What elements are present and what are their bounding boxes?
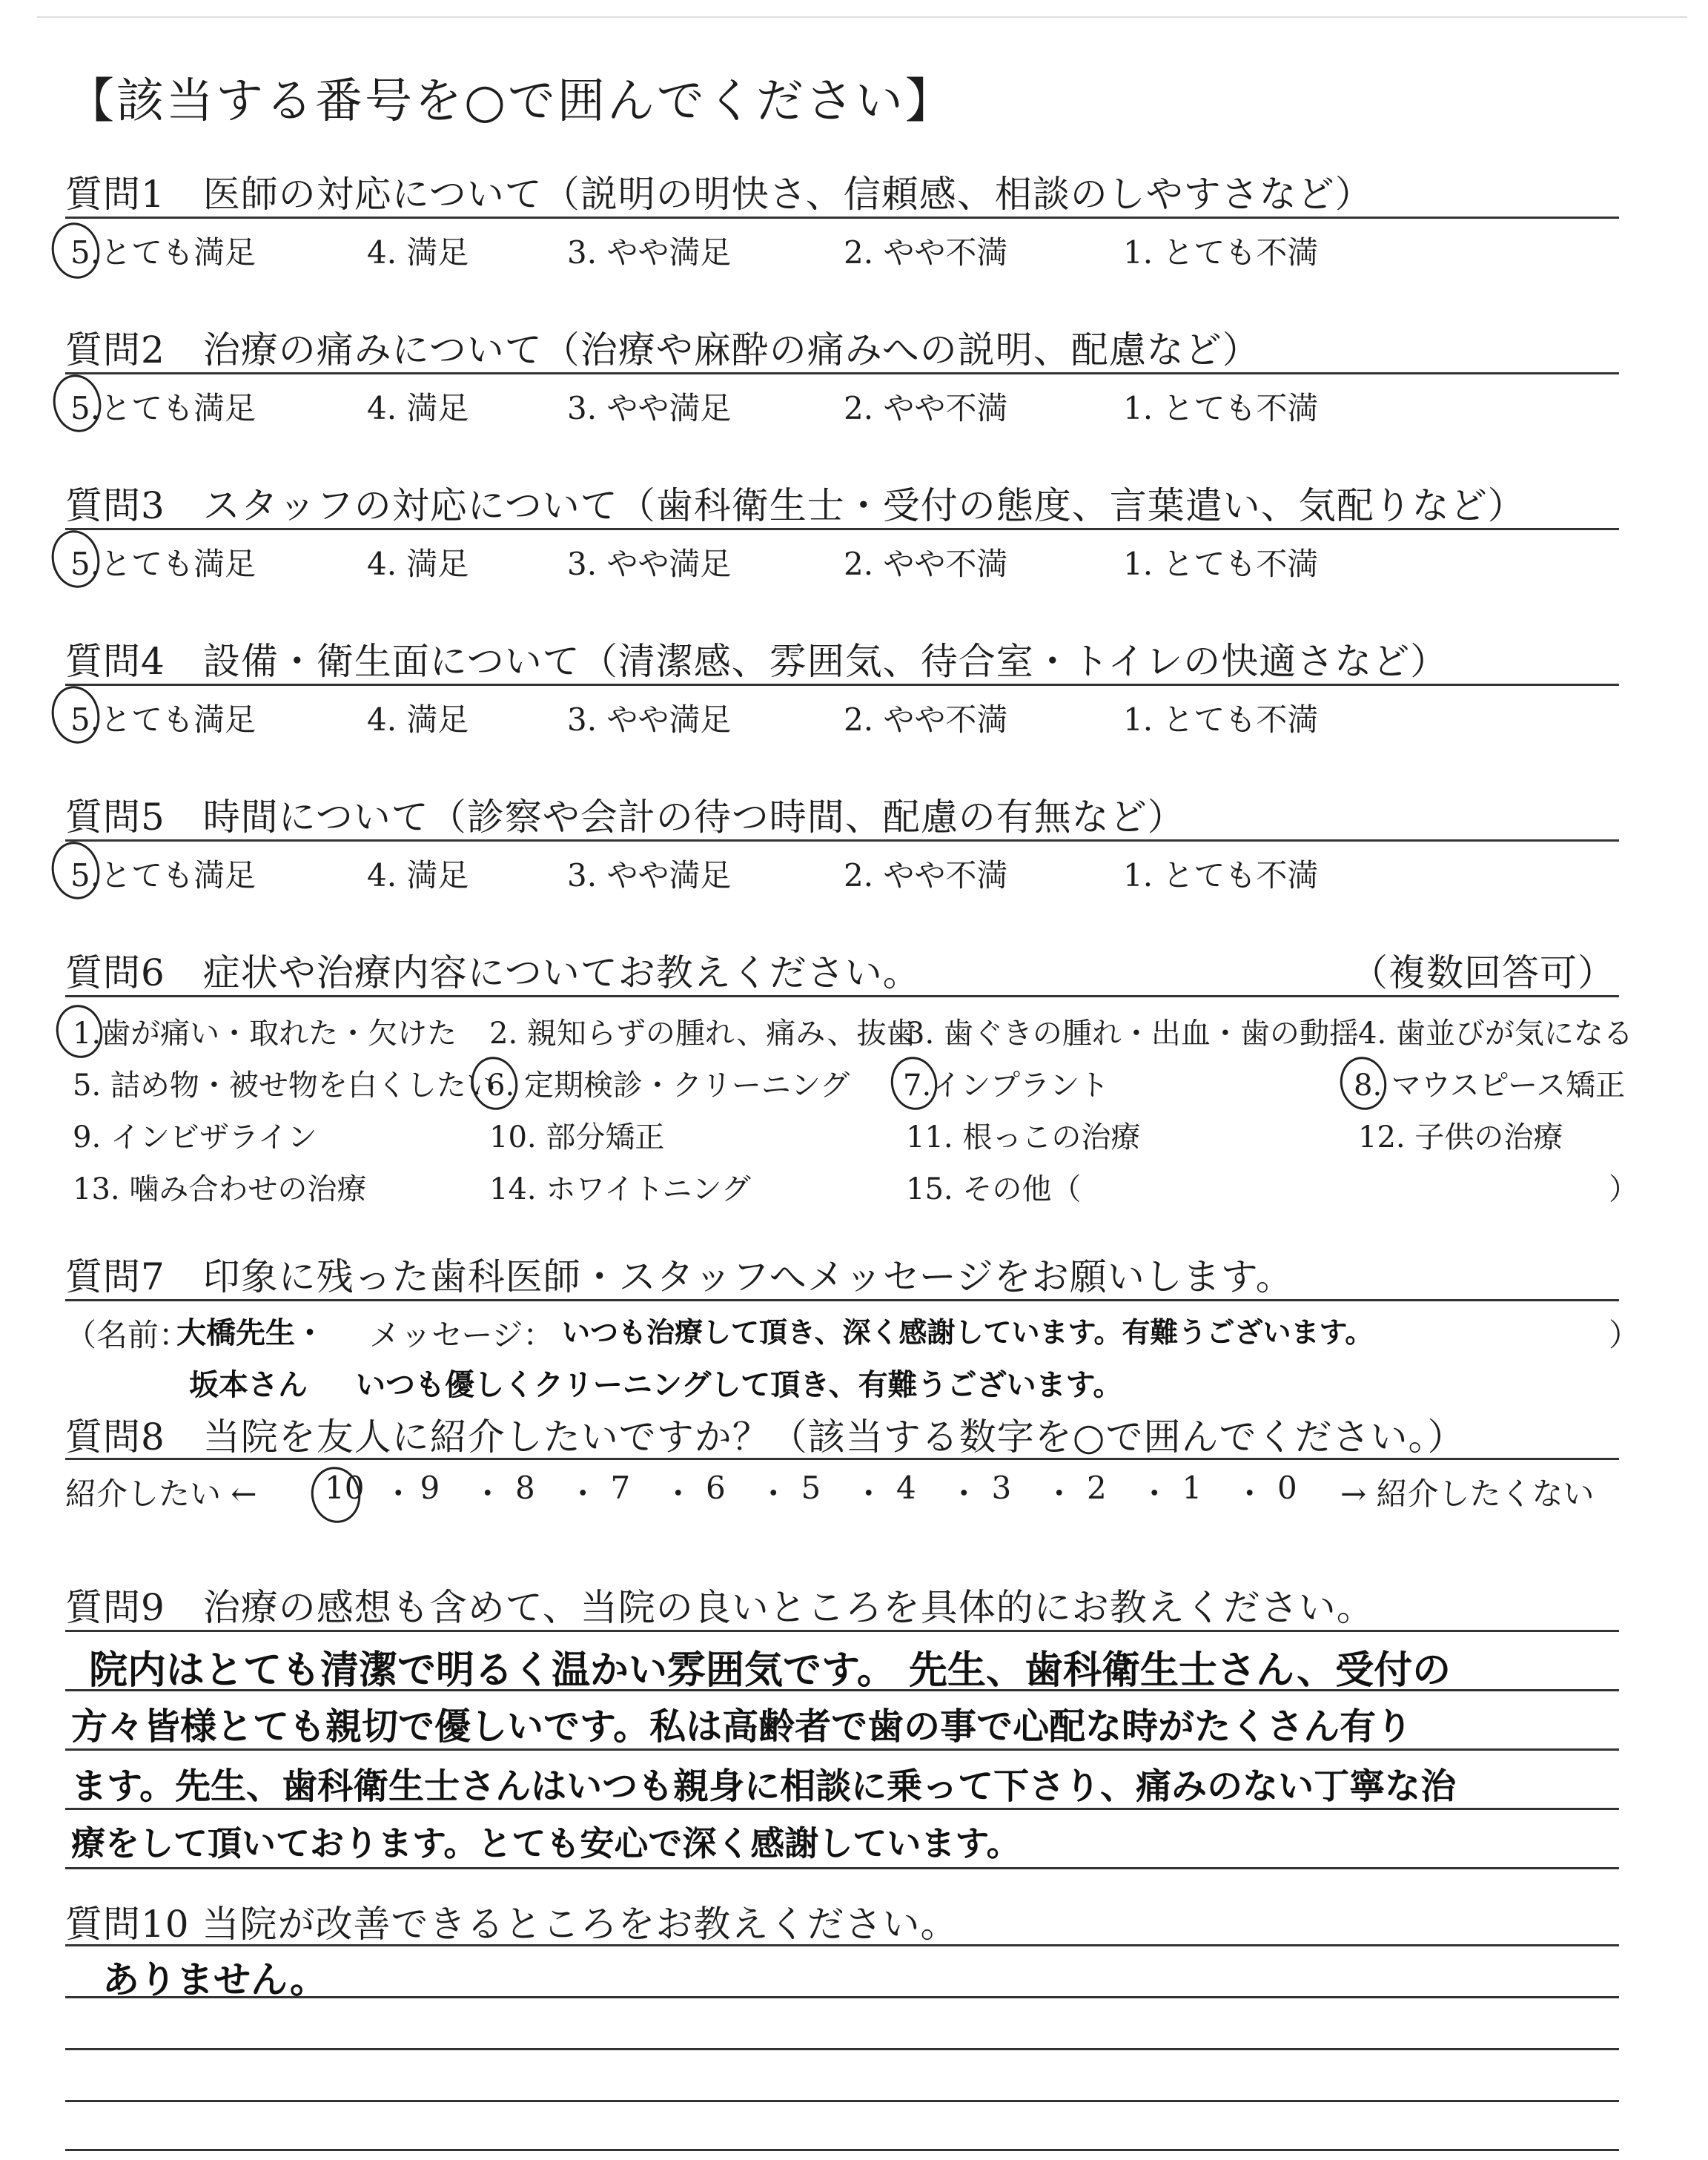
q6-option-12[interactable]: 12. 子供の治療 xyxy=(1358,1120,1563,1155)
question-10-rule-5 xyxy=(65,2149,1619,2151)
question-6-title: 質問6 症状や治療内容についてお教えください。 xyxy=(65,951,921,994)
q6-option-3[interactable]: 3. 歯ぐきの腫れ・出血・歯の動揺 xyxy=(906,1017,1359,1051)
question-6-rule xyxy=(65,995,1619,997)
q3-option-1[interactable]: 1. とても不満 xyxy=(1123,546,1319,582)
question-9-rule-5 xyxy=(65,1867,1619,1869)
q8-dot-separator: ・ xyxy=(1234,1476,1265,1512)
q2-option-4[interactable]: 4. 満足 xyxy=(367,390,469,426)
q7-message-1: いつも治療して頂き、深く感謝しています。有難うございます。 xyxy=(562,1316,1374,1349)
question-10-rule-3 xyxy=(65,2048,1619,2050)
q1-option-5[interactable]: 5.とても満足 xyxy=(70,234,256,271)
q4-option-5[interactable]: 5.とても満足 xyxy=(70,701,256,738)
q4-option-1[interactable]: 1. とても不満 xyxy=(1123,701,1319,738)
question-8-title: 質問8 当院を友人に紹介したいですか？（該当する数字を○で囲んでください。） xyxy=(65,1416,1466,1459)
question-1-rule xyxy=(65,217,1619,219)
q9-answer-line-4: 療をして頂いております。とても安心で深く感謝しています。 xyxy=(71,1823,1021,1863)
question-9-rule-4 xyxy=(65,1808,1619,1810)
q5-option-2[interactable]: 2. やや不満 xyxy=(844,857,1008,894)
q8-value-5[interactable]: 5 xyxy=(801,1470,821,1506)
q8-dot-separator: ・ xyxy=(383,1476,414,1512)
q6-option-1[interactable]: 1.歯が痛い・取れた・欠けた xyxy=(73,1017,457,1051)
question-2-title: 質問2 治療の痛みについて（治療や麻酔の痛みへの説明、配慮など） xyxy=(65,328,1260,371)
q8-dot-separator: ・ xyxy=(948,1476,980,1512)
q9-answer-line-3: ます。先生、歯科衛生士さんはいつも親身に相談に乗って下さり、痛みのない丁寧な治 xyxy=(71,1766,1457,1807)
question-10-rule-4 xyxy=(65,2100,1619,2102)
q3-option-3[interactable]: 3. やや満足 xyxy=(567,546,732,582)
q8-value-1[interactable]: 1 xyxy=(1182,1470,1202,1506)
q2-option-5[interactable]: 5.とても満足 xyxy=(70,390,256,426)
q6-option-11[interactable]: 11. 根っこの治療 xyxy=(906,1120,1141,1155)
question-8-rule xyxy=(65,1458,1619,1460)
question-9-title: 質問9 治療の感想も含めて、当院の良いところを具体的にお教えください。 xyxy=(65,1586,1374,1629)
q2-option-3[interactable]: 3. やや満足 xyxy=(567,390,732,426)
q7-close: ） xyxy=(1609,1317,1641,1353)
question-3-rule xyxy=(65,528,1619,530)
q6-option-5[interactable]: 5. 詰め物・被せ物を白くしたい xyxy=(73,1069,496,1103)
q6-option-10[interactable]: 10. 部分矯正 xyxy=(489,1120,665,1155)
q8-value-9[interactable]: 9 xyxy=(420,1470,440,1506)
q7-name-1: 大橋先生・ xyxy=(176,1316,325,1350)
q8-dot-separator: ・ xyxy=(758,1476,790,1512)
q8-value-7[interactable]: 7 xyxy=(610,1470,631,1506)
question-9-rule-3 xyxy=(65,1748,1619,1751)
question-9-rule-2 xyxy=(65,1689,1619,1691)
q5-option-4[interactable]: 4. 満足 xyxy=(367,857,469,894)
q4-option-4[interactable]: 4. 満足 xyxy=(367,701,469,738)
q8-left-label: 紹介したい ← xyxy=(65,1476,257,1512)
q2-option-2[interactable]: 2. やや不満 xyxy=(844,390,1008,426)
question-6-note: （複数回答可） xyxy=(1351,951,1615,994)
q6-option-15[interactable]: 15. その他（ xyxy=(906,1172,1082,1206)
q8-value-2[interactable]: 2 xyxy=(1087,1470,1107,1506)
q8-dot-separator: ・ xyxy=(567,1476,599,1512)
q2-option-1[interactable]: 1. とても不満 xyxy=(1123,390,1319,426)
q8-value-3[interactable]: 3 xyxy=(991,1470,1012,1506)
question-5-title: 質問5 時間について（診察や会計の待つ時間、配慮の有無など） xyxy=(65,796,1185,839)
q5-option-3[interactable]: 3. やや満足 xyxy=(567,857,732,894)
q7-name-label: （名前： xyxy=(65,1317,191,1353)
q8-dot-separator: ・ xyxy=(853,1476,884,1512)
question-4-rule xyxy=(65,684,1619,686)
q8-value-8[interactable]: 8 xyxy=(515,1470,535,1506)
q5-option-5[interactable]: 5.とても満足 xyxy=(70,857,256,894)
question-10-title: 質問10 当院が改善できるところをお教えください。 xyxy=(65,1903,959,1946)
q8-value-4[interactable]: 4 xyxy=(896,1470,916,1506)
question-4-title: 質問4 設備・衛生面について（清潔感、雰囲気、待合室・トイレの快適さなど） xyxy=(65,640,1449,683)
q5-option-1[interactable]: 1. とても不満 xyxy=(1123,857,1319,894)
question-5-rule xyxy=(65,839,1619,842)
q8-dot-separator: ・ xyxy=(1139,1476,1171,1512)
question-9-rule-1 xyxy=(65,1630,1619,1632)
q7-message-2: いつも優しくクリーニングして頂き、有難うございます。 xyxy=(356,1368,1123,1402)
top-border xyxy=(37,16,1687,18)
q8-value-0[interactable]: 0 xyxy=(1277,1470,1297,1506)
q6-option-9[interactable]: 9. インビザライン xyxy=(73,1120,317,1155)
q3-option-4[interactable]: 4. 満足 xyxy=(367,546,469,582)
question-7-title: 質問7 印象に残った歯科医師・スタッフへメッセージをお願いします。 xyxy=(65,1255,1294,1298)
q6-option-6[interactable]: 6. 定期検診・クリーニング xyxy=(486,1069,850,1103)
q8-dot-separator: ・ xyxy=(471,1476,503,1512)
q7-name-2: 坂本さん xyxy=(189,1368,308,1402)
q6-option-2[interactable]: 2. 親知らずの腫れ、痛み、抜歯 xyxy=(489,1017,916,1051)
form-header: 【該当する番号を○で囲んでください】 xyxy=(67,74,955,129)
q1-option-4[interactable]: 4. 満足 xyxy=(367,234,469,271)
q1-option-2[interactable]: 2. やや不満 xyxy=(844,234,1008,271)
q8-value-10[interactable]: 10 xyxy=(325,1470,365,1506)
question-2-rule xyxy=(65,372,1619,374)
question-1-title: 質問1 医師の対応について（説明の明快さ、信頼感、相談のしやすさなど） xyxy=(65,173,1373,216)
q10-answer: ありません。 xyxy=(102,1958,327,2001)
q3-option-5[interactable]: 5.とても満足 xyxy=(70,546,256,582)
q6-option-8[interactable]: 8. マウスピース矯正 xyxy=(1354,1069,1626,1103)
q6-option-7[interactable]: 7.インプラント xyxy=(903,1069,1110,1103)
q8-dot-separator: ・ xyxy=(662,1476,694,1512)
q4-option-2[interactable]: 2. やや不満 xyxy=(844,701,1008,738)
q8-right-label: → 紹介したくない xyxy=(1340,1476,1595,1512)
q4-option-3[interactable]: 3. やや満足 xyxy=(567,701,732,738)
question-10-rule-2 xyxy=(65,1996,1619,1998)
q9-answer-line-2: 方々皆様とても親切で優しいです。私は高齢者で歯の事で心配な時がたくさん有り xyxy=(71,1705,1413,1748)
q1-option-3[interactable]: 3. やや満足 xyxy=(567,234,732,271)
q9-answer-line-1: 院内はとても清潔で明るく温かい雰囲気です。 先生、歯科衛生士さん、受付の xyxy=(89,1648,1452,1693)
q3-option-2[interactable]: 2. やや不満 xyxy=(844,546,1008,582)
q8-dot-separator: ・ xyxy=(1043,1476,1075,1512)
q1-option-1[interactable]: 1. とても不満 xyxy=(1123,234,1319,271)
q6-option-15-close: ） xyxy=(1609,1172,1638,1206)
q6-option-14[interactable]: 14. ホワイトニング xyxy=(489,1172,751,1206)
q6-option-4[interactable]: 4. 歯並びが気になる xyxy=(1358,1017,1633,1051)
q7-message-label: メッセージ： xyxy=(369,1317,555,1353)
question-7-rule xyxy=(65,1299,1619,1301)
q8-value-6[interactable]: 6 xyxy=(706,1470,726,1506)
question-3-title: 質問3 スタッフの対応について（歯科衛生士・受付の態度、言葉遣い、気配りなど） xyxy=(65,484,1526,527)
question-10-rule-1 xyxy=(65,1944,1619,1946)
q6-option-13[interactable]: 13. 噛み合わせの治療 xyxy=(73,1172,367,1206)
